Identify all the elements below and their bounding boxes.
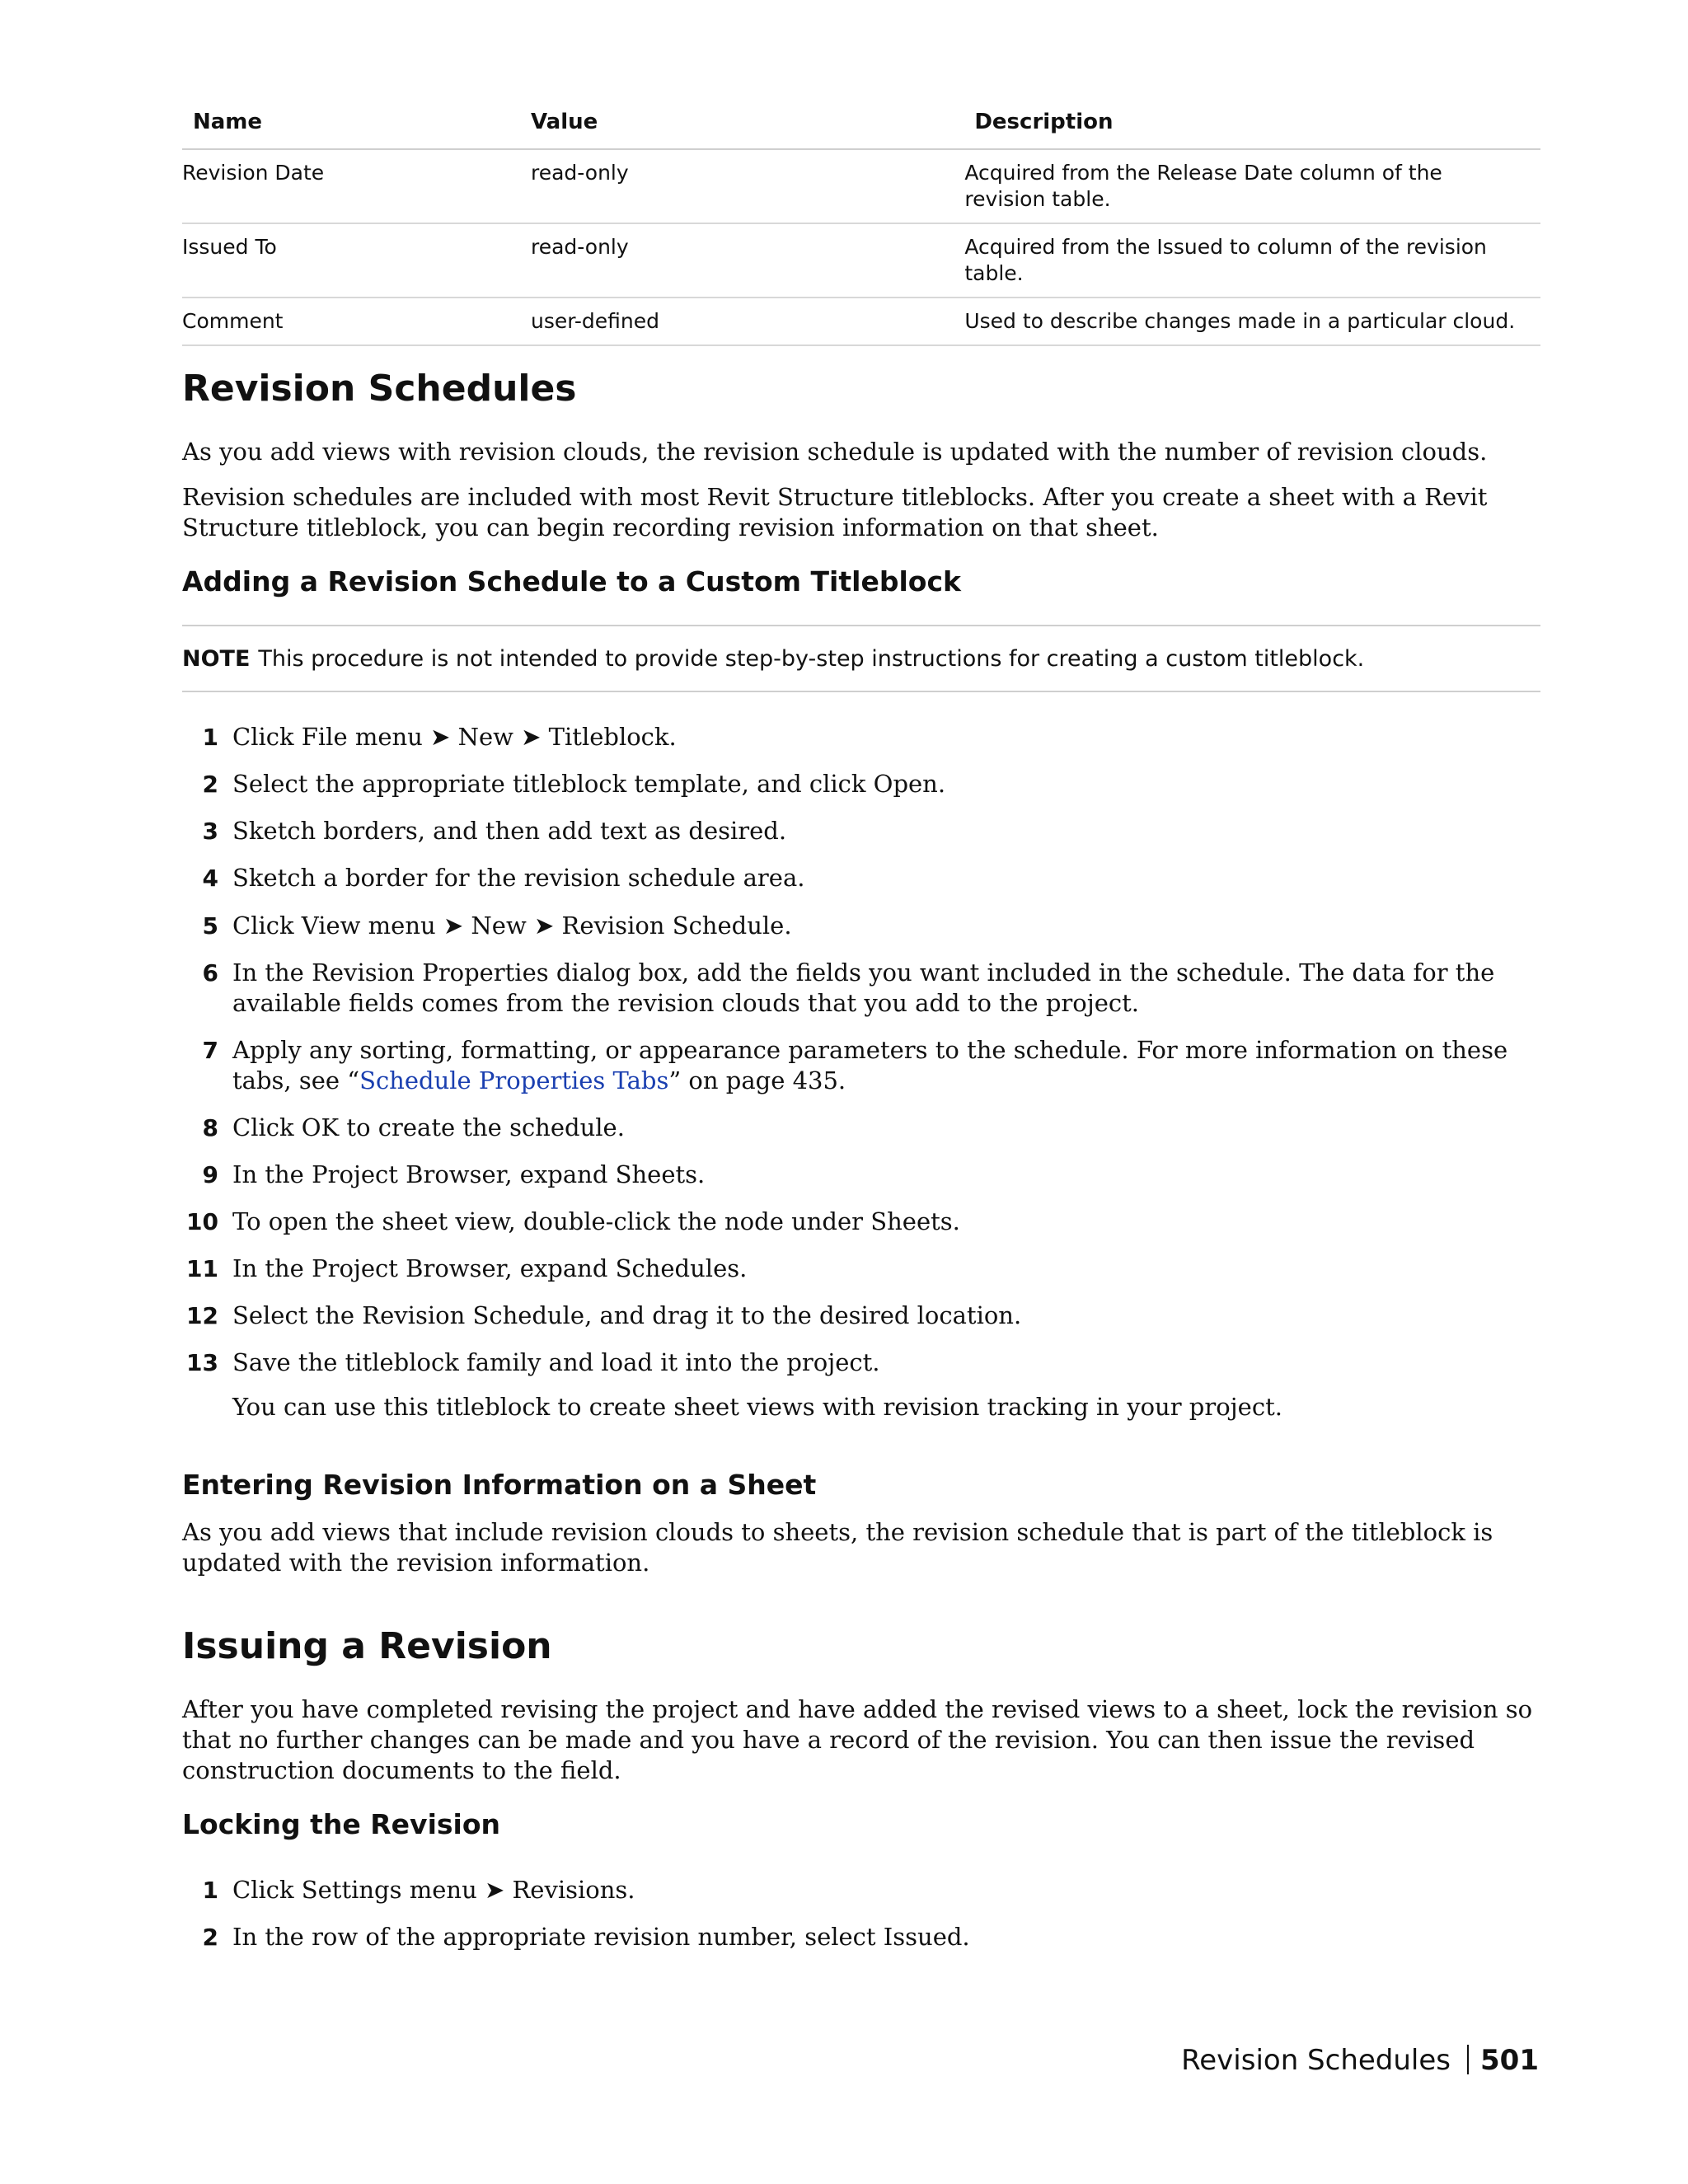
table-row bbox=[182, 149, 1540, 223]
page-number: 501 bbox=[1480, 2044, 1539, 2077]
note-label: NOTE bbox=[182, 646, 251, 672]
page-footer bbox=[1181, 2044, 1539, 2077]
parameter-table bbox=[182, 107, 1540, 346]
table-cell: Used to describe changes made in a particular cloud. bbox=[964, 298, 1540, 345]
step-text: In the row of the appropriate revision number, select Issued. bbox=[232, 1923, 970, 1951]
step-text: Click OK to create the schedule. bbox=[232, 1113, 625, 1141]
step-number: 4 bbox=[202, 865, 218, 892]
paragraph: After you have completed revising the project and have added the revised views to a sheet, lock the revision so that no further changes can be made and you have a record of the revision. You can then issue the revised construction documents to the field. bbox=[182, 1695, 1533, 1784]
step-number: 10 bbox=[186, 1208, 218, 1235]
step-text: Click Settings menu ➤ Revisions. bbox=[232, 1876, 635, 1904]
footer-divider bbox=[1467, 2045, 1469, 2074]
table-row bbox=[182, 223, 1540, 298]
footer-section-title: Revision Schedules bbox=[1181, 2044, 1451, 2077]
table-row bbox=[182, 298, 1540, 345]
paragraph: Revision schedules are included with most Revit Structure titleblocks. After you create a sheet with a Revit Structure titleblock, you can begin recording revision information on that sheet. bbox=[182, 483, 1488, 541]
step-text: In the Revision Properties dialog box, add the fields you want included in the schedule. The data for the available fields comes from the revision clouds that you add to the project. bbox=[232, 958, 1495, 1017]
step-text: Save the titleblock family and load it into the project. bbox=[232, 1348, 880, 1376]
subheading-adding-revision-schedule: Adding a Revision Schedule to a Custom Titleblock bbox=[182, 565, 961, 598]
table-cell: read-only bbox=[531, 223, 964, 298]
step-note: You can use this titleblock to create sheet views with revision tracking in your project. bbox=[232, 1393, 1282, 1421]
table-cell: Issued To bbox=[182, 223, 531, 298]
paragraph: As you add views with revision clouds, the revision schedule is updated with the number of revision clouds. bbox=[182, 438, 1488, 466]
note-text: This procedure is not intended to provide step-by-step instructions for creating a custom titleblock. bbox=[258, 646, 1365, 672]
table-cell: Acquired from the Issued to column of the revision table. bbox=[964, 223, 1540, 298]
note-box bbox=[182, 625, 1540, 692]
section-heading-issuing-revision: Issuing a Revision bbox=[182, 1625, 552, 1667]
step-number: 1 bbox=[202, 1877, 218, 1904]
step-text: Select the appropriate titleblock template, and click Open. bbox=[232, 770, 946, 798]
step-text: In the Project Browser, expand Schedules. bbox=[232, 1254, 748, 1282]
paragraph: As you add views that include revision clouds to sheets, the revision schedule that is part of the titleblock is updated with the revision information. bbox=[182, 1518, 1493, 1577]
step-number: 2 bbox=[202, 1924, 218, 1951]
subheading-locking-revision: Locking the Revision bbox=[182, 1808, 500, 1840]
table-cell: user-defined bbox=[531, 298, 964, 345]
step-text: Click File menu ➤ New ➤ Titleblock. bbox=[232, 723, 677, 751]
step-number: 11 bbox=[186, 1255, 218, 1282]
section-heading-revision-schedules: Revision Schedules bbox=[182, 368, 577, 410]
step-text-part: Apply any sorting, formatting, or appearance parameters to the schedule. For more information on these tabs, see “ bbox=[232, 1036, 1508, 1094]
step-number: 13 bbox=[186, 1349, 218, 1376]
step-text: Click View menu ➤ New ➤ Revision Schedule. bbox=[232, 912, 792, 940]
step-number: 7 bbox=[202, 1037, 218, 1064]
step-text: To open the sheet view, double-click the node under Sheets. bbox=[232, 1207, 960, 1235]
step-text-part: ” on page 435. bbox=[668, 1066, 846, 1094]
step-number: 2 bbox=[202, 771, 218, 798]
column-header-value: Value bbox=[531, 107, 964, 149]
step-text bbox=[232, 1035, 1540, 1096]
table-cell: read-only bbox=[531, 149, 964, 223]
step-text: Sketch borders, and then add text as desired. bbox=[232, 817, 787, 845]
step-number: 12 bbox=[186, 1302, 218, 1329]
step-text: In the Project Browser, expand Sheets. bbox=[232, 1160, 706, 1188]
step-text: Select the Revision Schedule, and drag it to the desired location. bbox=[232, 1301, 1022, 1329]
step-number: 9 bbox=[202, 1161, 218, 1188]
column-header-name: Name bbox=[182, 107, 531, 149]
step-number: 1 bbox=[202, 724, 218, 751]
schedule-properties-tabs-link[interactable]: Schedule Properties Tabs bbox=[359, 1066, 669, 1094]
step-number: 3 bbox=[202, 818, 218, 845]
step-number: 6 bbox=[202, 959, 218, 987]
step-text: Sketch a border for the revision schedule area. bbox=[232, 864, 805, 892]
column-header-description: Description bbox=[964, 107, 1540, 149]
table-cell: Revision Date bbox=[182, 149, 531, 223]
subheading-entering-revision-information: Entering Revision Information on a Sheet bbox=[182, 1469, 817, 1501]
table-cell: Comment bbox=[182, 298, 531, 345]
table-header-row bbox=[182, 107, 1540, 149]
step-number: 8 bbox=[202, 1114, 218, 1141]
step-number: 5 bbox=[202, 912, 218, 940]
table-cell: Acquired from the Release Date column of the revision table. bbox=[964, 149, 1540, 223]
